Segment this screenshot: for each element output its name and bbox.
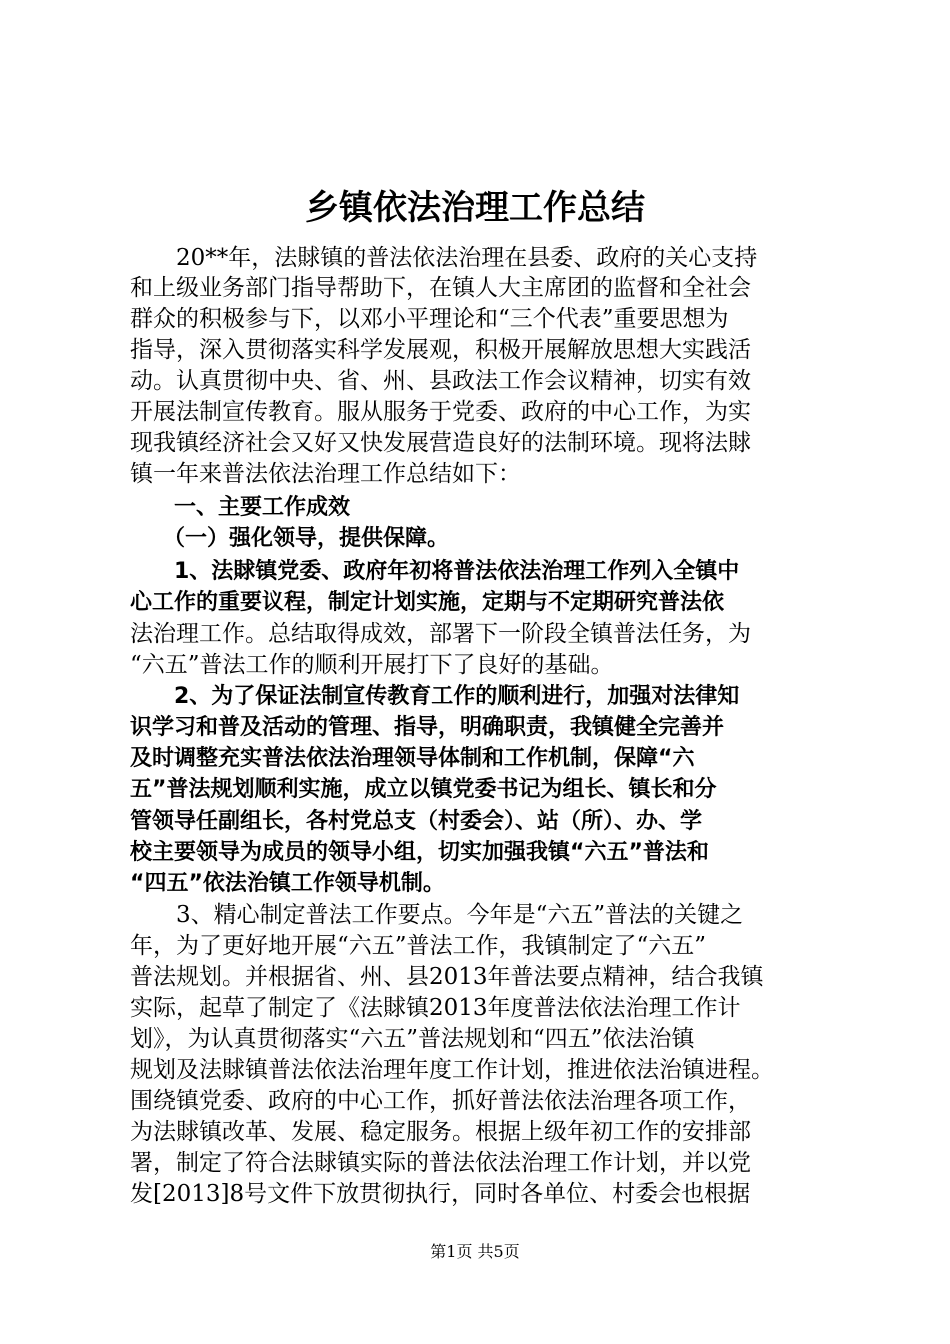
text-line: 实际，起草了制定了《法賕镇2013年度普法依法治理工作计: [130, 995, 741, 1021]
text-line: 划》，为认真贯彻落实“六五”普法规划和“四五”依法治镇: [130, 1026, 695, 1052]
text-line: 镇一年来普法依法治理工作总结如下：: [130, 461, 521, 487]
document-title: 乡镇依法治理工作总结: [305, 188, 645, 228]
text-line: 2、为了保证法制宣传教育工作的顺利进行，加强对法律知: [130, 684, 740, 709]
text-line: “四五”依法治镇工作领导机制。: [130, 871, 445, 896]
text-line: 及时调整充实普法依法治理领导体制和工作机制，保障“六: [130, 746, 695, 771]
text-line: 发[2013]8号文件下放贯彻执行，同时各单位、村委会也根据: [130, 1181, 751, 1207]
text-line: 指导，深入贯彻落实科学发展观，积极开展解放思想大实践活: [130, 337, 751, 363]
text-line: 1、法賕镇党委、政府年初将普法依法治理工作列入全镇中: [130, 559, 740, 584]
text-line: 现我镇经济社会又好又快发展营造良好的法制环境。现将法賕: [130, 430, 751, 456]
text-line: 年，为了更好地开展“六五”普法工作，我镇制定了“六五”: [130, 933, 707, 959]
text-line: 校主要领导为成员的领导小组，切实加强我镇“六五”普法和: [130, 840, 709, 865]
text-line: 识学习和普及活动的管理、指导，明确职责，我镇健全完善并: [130, 715, 725, 740]
text-line: （一）强化领导，提供保障。: [130, 526, 450, 551]
text-line: 规划及法賕镇普法依法治理年度工作计划，推进依法治镇进程。: [130, 1057, 774, 1083]
text-line: 群众的积极参与下，以邓小平理论和“三个代表”重要思想为: [130, 306, 729, 332]
text-line: 3、精心制定普法工作要点。今年是“六五”普法的关键之: [130, 902, 744, 928]
text-line: 开展法制宣传教育。服从服务于党委、政府的中心工作，为实: [130, 399, 751, 425]
text-line: 一、主要工作成效: [130, 495, 351, 520]
text-line: 五”普法规划顺利实施，成立以镇党委书记为组长、镇长和分: [130, 777, 717, 802]
text-line: 和上级业务部门指导帮助下，在镇人大主席团的监督和全社会: [130, 275, 751, 301]
text-line: 法治理工作。总结取得成效，部署下一阶段全镇普法任务，为: [130, 621, 751, 647]
text-line: 署，制定了符合法賕镇实际的普法依法治理工作计划，并以党: [130, 1150, 751, 1176]
text-line: 20**年，法賕镇的普法依法治理在县委、政府的关心支持: [130, 245, 758, 271]
text-line: 普法规划。并根据省、州、县2013年普法要点精神，结合我镇: [130, 964, 764, 990]
text-line: 围绕镇党委、政府的中心工作，抓好普法依法治理各项工作，: [130, 1088, 751, 1114]
text-line: 心工作的重要议程，制定计划实施，定期与不定期研究普法依: [130, 590, 725, 615]
page-footer: 第1页 共5页: [430, 1242, 520, 1261]
text-line: “六五”普法工作的顺利开展打下了良好的基础。: [130, 652, 614, 678]
text-line: 管领导任副组长，各村党总支（村委会）、站（所）、办、学: [130, 809, 703, 834]
text-line: 为法賕镇改革、发展、稳定服务。根据上级年初工作的安排部: [130, 1119, 751, 1145]
text-line: 动。认真贯彻中央、省、州、县政法工作会议精神，切实有效: [130, 368, 751, 394]
